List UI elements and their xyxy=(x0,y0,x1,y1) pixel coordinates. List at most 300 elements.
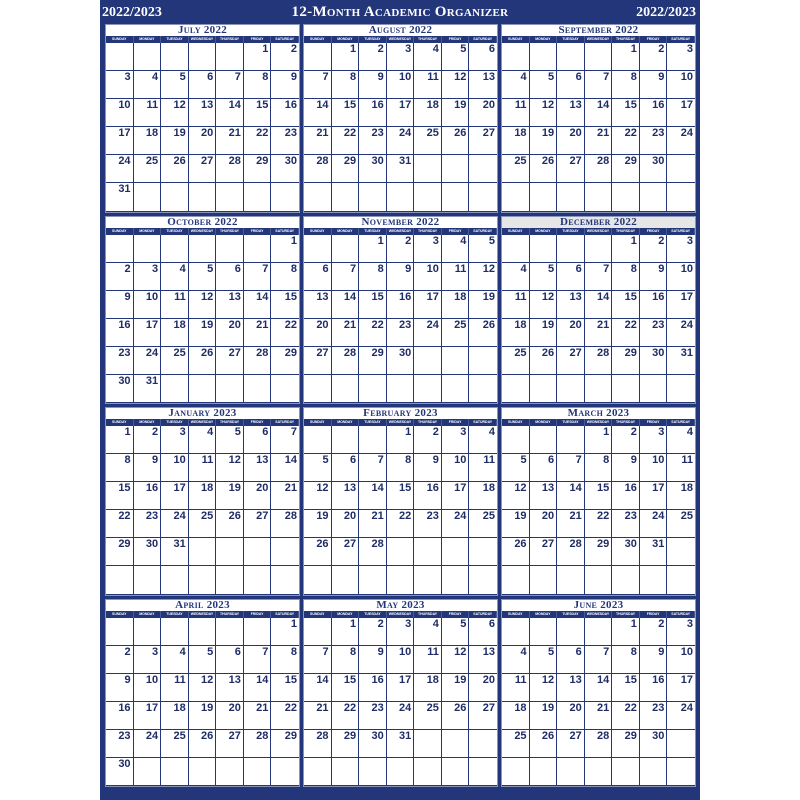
day-cell xyxy=(585,730,613,758)
day-number: 12 xyxy=(173,99,186,112)
day-cell xyxy=(469,235,497,263)
day-number: 29 xyxy=(624,729,637,742)
day-cell xyxy=(359,127,387,155)
day-number: 9 xyxy=(124,290,131,303)
empty-cell xyxy=(502,758,530,786)
day-cell xyxy=(106,99,134,127)
day-cell xyxy=(304,319,332,347)
day-cell xyxy=(359,235,387,263)
day-number: 6 xyxy=(488,617,495,630)
day-number: 17 xyxy=(399,99,412,112)
day-cell xyxy=(161,674,189,702)
day-cell xyxy=(271,510,299,538)
day-cell xyxy=(134,454,162,482)
day-number: 25 xyxy=(514,729,527,742)
day-number: 17 xyxy=(145,318,159,331)
day-cell xyxy=(469,482,497,510)
day-cell xyxy=(612,646,640,674)
weekday-label: WEDNESDAY xyxy=(387,419,415,426)
weekday-label: FRIDAY xyxy=(640,611,668,618)
day-cell xyxy=(161,291,189,319)
weekday-label: TUESDAY xyxy=(359,36,387,43)
day-number: 20 xyxy=(482,99,495,112)
empty-cell xyxy=(530,566,558,594)
day-number: 7 xyxy=(575,454,582,467)
weekday-label: SUNDAY xyxy=(304,419,332,426)
day-number: 29 xyxy=(371,346,384,359)
weekday-label: WEDNESDAY xyxy=(387,228,415,235)
day-cell xyxy=(161,538,189,566)
empty-cell xyxy=(271,375,299,403)
weekday-label: THURSDAY xyxy=(414,419,442,426)
day-number: 8 xyxy=(290,645,297,658)
day-number: 8 xyxy=(377,262,384,275)
day-number: 26 xyxy=(454,127,467,140)
day-cell xyxy=(332,674,360,702)
day-number: 15 xyxy=(343,99,357,112)
day-number: 6 xyxy=(548,454,555,467)
day-number: 5 xyxy=(520,454,527,467)
day-cell xyxy=(106,538,134,566)
day-cell xyxy=(244,43,272,71)
day-cell xyxy=(530,263,558,291)
day-cell xyxy=(189,319,217,347)
day-cell xyxy=(469,702,497,730)
day-number: 4 xyxy=(432,617,439,630)
day-number: 9 xyxy=(377,71,384,84)
day-cell xyxy=(530,71,558,99)
weekday-label: TUESDAY xyxy=(359,419,387,426)
weekday-label: SUNDAY xyxy=(106,611,134,618)
weekday-label: TUESDAY xyxy=(161,36,189,43)
day-number: 26 xyxy=(173,155,186,168)
day-cell xyxy=(304,454,332,482)
empty-cell xyxy=(359,566,387,594)
empty-cell xyxy=(414,183,442,211)
day-number: 30 xyxy=(371,155,384,168)
day-number: 10 xyxy=(399,71,412,84)
day-cell xyxy=(612,71,640,99)
day-cell xyxy=(469,454,497,482)
day-number: 3 xyxy=(432,234,439,247)
day-cell xyxy=(502,99,530,127)
day-number: 24 xyxy=(399,127,412,140)
day-number: 3 xyxy=(124,71,131,84)
day-number: 13 xyxy=(569,290,582,303)
month-title: April 2023 xyxy=(175,598,230,611)
day-cell xyxy=(387,263,415,291)
day-cell xyxy=(469,263,497,291)
empty-cell xyxy=(216,758,244,786)
weekday-label: THURSDAY xyxy=(612,228,640,235)
day-number: 28 xyxy=(256,346,269,359)
day-cell xyxy=(387,646,415,674)
day-cell xyxy=(189,646,217,674)
empty-cell xyxy=(244,538,272,566)
day-number: 1 xyxy=(350,617,357,630)
day-number: 30 xyxy=(371,729,384,742)
day-cell xyxy=(667,99,695,127)
day-number: 16 xyxy=(118,318,131,331)
day-cell xyxy=(640,235,668,263)
day-number: 25 xyxy=(173,346,186,359)
day-cell xyxy=(244,702,272,730)
empty-cell xyxy=(585,566,613,594)
weekday-label: TUESDAY xyxy=(161,228,189,235)
empty-cell xyxy=(667,538,695,566)
empty-cell xyxy=(244,375,272,403)
day-number: 27 xyxy=(569,729,582,742)
day-number: 17 xyxy=(680,99,693,112)
empty-cell xyxy=(612,375,640,403)
weekday-header-row xyxy=(502,419,695,426)
day-number: 25 xyxy=(482,510,495,523)
day-cell xyxy=(359,618,387,646)
days-grid xyxy=(502,426,695,595)
day-cell xyxy=(216,127,244,155)
weekday-label: SUNDAY xyxy=(502,419,530,426)
empty-cell xyxy=(189,566,217,594)
day-cell xyxy=(332,730,360,758)
weekday-label: SUNDAY xyxy=(304,611,332,618)
day-number: 24 xyxy=(173,510,186,523)
day-number: 9 xyxy=(405,262,412,275)
day-number: 23 xyxy=(145,510,159,523)
empty-cell xyxy=(667,566,695,594)
day-number: 14 xyxy=(316,673,329,686)
day-cell xyxy=(502,730,530,758)
empty-cell xyxy=(667,183,695,211)
empty-cell xyxy=(414,758,442,786)
day-number: 19 xyxy=(228,482,241,495)
day-number: 23 xyxy=(118,729,131,742)
day-number: 1 xyxy=(405,426,412,438)
day-number: 13 xyxy=(228,673,241,686)
day-number: 8 xyxy=(290,262,297,275)
empty-cell xyxy=(502,183,530,211)
day-cell xyxy=(189,99,217,127)
day-cell xyxy=(332,646,360,674)
day-number: 6 xyxy=(488,43,495,55)
weekday-label: SATURDAY xyxy=(667,611,695,618)
day-number: 19 xyxy=(482,290,495,303)
day-number: 12 xyxy=(541,290,555,303)
day-cell xyxy=(414,702,442,730)
day-cell xyxy=(332,99,360,127)
day-cell xyxy=(640,291,668,319)
day-number: 17 xyxy=(399,673,412,686)
day-cell xyxy=(612,510,640,538)
weekday-label: MONDAY xyxy=(332,611,360,618)
day-cell xyxy=(667,43,695,71)
day-number: 18 xyxy=(514,318,527,331)
day-cell xyxy=(469,127,497,155)
day-cell xyxy=(134,646,162,674)
day-number: 1 xyxy=(290,617,297,630)
day-number: 23 xyxy=(371,701,384,714)
day-number: 30 xyxy=(652,729,665,742)
day-cell xyxy=(667,291,695,319)
day-cell xyxy=(271,646,299,674)
day-number: 3 xyxy=(152,645,159,658)
day-number: 2 xyxy=(290,43,297,55)
day-cell xyxy=(640,538,668,566)
day-cell xyxy=(216,454,244,482)
day-number: 24 xyxy=(145,729,159,742)
day-cell xyxy=(134,538,162,566)
day-number: 4 xyxy=(520,645,527,658)
day-number: 13 xyxy=(201,99,214,112)
day-cell xyxy=(585,319,613,347)
day-number: 22 xyxy=(284,318,297,331)
day-cell xyxy=(612,43,640,71)
day-cell xyxy=(442,674,470,702)
day-number: 5 xyxy=(234,426,241,438)
day-cell xyxy=(244,127,272,155)
empty-cell xyxy=(332,235,360,263)
day-number: 2 xyxy=(405,234,412,247)
empty-cell xyxy=(585,618,613,646)
day-number: 10 xyxy=(426,262,439,275)
weekday-label: SUNDAY xyxy=(106,36,134,43)
day-number: 13 xyxy=(256,454,269,467)
day-number: 28 xyxy=(371,538,384,551)
empty-cell xyxy=(216,183,244,211)
day-cell xyxy=(304,510,332,538)
day-number: 13 xyxy=(316,290,329,303)
weekday-label: THURSDAY xyxy=(216,36,244,43)
weekday-label: TUESDAY xyxy=(161,419,189,426)
day-cell xyxy=(359,319,387,347)
day-cell xyxy=(387,71,415,99)
day-number: 7 xyxy=(262,262,269,275)
day-number: 26 xyxy=(514,538,527,551)
empty-cell xyxy=(557,758,585,786)
weekday-label: TUESDAY xyxy=(359,611,387,618)
empty-cell xyxy=(134,235,162,263)
weekday-label: FRIDAY xyxy=(244,228,272,235)
day-cell xyxy=(585,291,613,319)
empty-cell xyxy=(442,347,470,375)
day-cell xyxy=(530,347,558,375)
empty-cell xyxy=(502,566,530,594)
day-number: 5 xyxy=(548,645,555,658)
day-number: 31 xyxy=(118,183,131,196)
day-number: 27 xyxy=(256,510,269,523)
day-number: 27 xyxy=(228,729,241,742)
weekday-label: THURSDAY xyxy=(612,419,640,426)
day-cell xyxy=(502,263,530,291)
day-number: 28 xyxy=(597,346,610,359)
day-cell xyxy=(585,127,613,155)
weekday-label: TUESDAY xyxy=(161,611,189,618)
day-cell xyxy=(106,482,134,510)
day-number: 11 xyxy=(483,454,495,467)
day-number: 4 xyxy=(488,426,495,438)
day-cell xyxy=(612,618,640,646)
day-number: 23 xyxy=(624,510,637,523)
day-cell xyxy=(216,646,244,674)
day-cell xyxy=(332,454,360,482)
day-cell xyxy=(502,538,530,566)
day-number: 31 xyxy=(145,374,159,387)
day-cell xyxy=(585,155,613,183)
day-number: 25 xyxy=(426,701,439,714)
weekday-label: FRIDAY xyxy=(244,419,272,426)
day-number: 9 xyxy=(290,71,297,84)
empty-cell xyxy=(469,155,497,183)
day-number: 16 xyxy=(652,673,665,686)
day-number: 26 xyxy=(201,729,214,742)
weekday-label: TUESDAY xyxy=(557,611,585,618)
empty-cell xyxy=(585,758,613,786)
day-cell xyxy=(530,319,558,347)
day-cell xyxy=(387,235,415,263)
day-number: 2 xyxy=(152,426,159,438)
day-cell xyxy=(667,71,695,99)
weekday-header-row xyxy=(304,611,497,618)
day-cell xyxy=(469,291,497,319)
day-cell xyxy=(304,127,332,155)
day-number: 6 xyxy=(234,262,241,275)
day-cell xyxy=(557,510,585,538)
day-number: 29 xyxy=(597,538,610,551)
empty-cell xyxy=(530,375,558,403)
month-block xyxy=(105,216,300,405)
weekday-label: FRIDAY xyxy=(244,36,272,43)
empty-cell xyxy=(585,43,613,71)
day-cell xyxy=(442,702,470,730)
day-cell xyxy=(271,319,299,347)
day-number: 15 xyxy=(624,99,637,112)
weekday-label: TUESDAY xyxy=(557,36,585,43)
day-number: 30 xyxy=(145,538,159,551)
day-number: 15 xyxy=(624,290,637,303)
day-number: 2 xyxy=(630,426,637,438)
day-number: 11 xyxy=(174,290,186,303)
day-cell xyxy=(442,454,470,482)
day-cell xyxy=(271,235,299,263)
day-cell xyxy=(134,155,162,183)
day-cell xyxy=(161,510,189,538)
day-number: 15 xyxy=(256,99,269,112)
empty-cell xyxy=(161,183,189,211)
day-number: 17 xyxy=(680,290,693,303)
day-cell xyxy=(244,646,272,674)
day-number: 11 xyxy=(201,454,214,467)
day-number: 15 xyxy=(399,482,412,495)
empty-cell xyxy=(161,566,189,594)
day-cell xyxy=(304,482,332,510)
day-cell xyxy=(332,127,360,155)
day-number: 18 xyxy=(680,482,693,495)
empty-cell xyxy=(244,758,272,786)
weekday-label: THURSDAY xyxy=(216,228,244,235)
day-number: 2 xyxy=(658,43,665,55)
empty-cell xyxy=(189,43,217,71)
day-number: 7 xyxy=(234,71,241,84)
day-number: 20 xyxy=(343,510,357,523)
day-number: 29 xyxy=(343,729,357,742)
day-cell xyxy=(442,482,470,510)
day-cell xyxy=(667,426,695,454)
day-number: 31 xyxy=(680,346,693,359)
empty-cell xyxy=(332,566,360,594)
empty-cell xyxy=(667,155,695,183)
day-cell xyxy=(304,646,332,674)
day-cell xyxy=(667,263,695,291)
day-cell xyxy=(189,263,217,291)
day-number: 1 xyxy=(350,43,357,55)
day-number: 19 xyxy=(514,510,527,523)
day-number: 15 xyxy=(371,290,384,303)
day-number: 3 xyxy=(686,617,693,630)
day-cell xyxy=(244,291,272,319)
day-cell xyxy=(640,510,668,538)
day-number: 4 xyxy=(460,234,467,247)
day-cell xyxy=(134,263,162,291)
empty-cell xyxy=(134,758,162,786)
day-number: 29 xyxy=(284,729,297,742)
day-cell xyxy=(189,510,217,538)
day-cell xyxy=(189,426,217,454)
empty-cell xyxy=(359,426,387,454)
day-number: 14 xyxy=(569,482,582,495)
day-number: 9 xyxy=(630,454,637,467)
day-cell xyxy=(189,71,217,99)
days-grid xyxy=(304,43,497,212)
day-cell xyxy=(585,99,613,127)
day-number: 7 xyxy=(603,262,610,275)
day-number: 10 xyxy=(454,454,467,467)
month-title: February 2023 xyxy=(363,407,438,419)
day-number: 3 xyxy=(658,426,665,438)
day-number: 4 xyxy=(152,71,159,84)
day-cell xyxy=(557,454,585,482)
day-number: 20 xyxy=(569,701,582,714)
day-cell xyxy=(442,426,470,454)
day-cell xyxy=(469,674,497,702)
day-number: 5 xyxy=(460,43,467,55)
day-number: 11 xyxy=(454,262,467,275)
weekday-label: THURSDAY xyxy=(414,36,442,43)
day-cell xyxy=(271,730,299,758)
day-number: 10 xyxy=(680,645,693,658)
day-number: 12 xyxy=(541,673,555,686)
day-cell xyxy=(640,319,668,347)
weekday-label: FRIDAY xyxy=(640,36,668,43)
weekday-label: FRIDAY xyxy=(640,419,668,426)
day-cell xyxy=(640,674,668,702)
day-number: 4 xyxy=(179,262,186,275)
weekday-label: THURSDAY xyxy=(216,611,244,618)
day-number: 29 xyxy=(624,155,637,168)
day-number: 26 xyxy=(541,729,555,742)
day-number: 22 xyxy=(624,127,637,140)
days-grid xyxy=(502,235,695,404)
weekday-label: FRIDAY xyxy=(442,611,470,618)
month-block xyxy=(303,24,498,213)
day-cell xyxy=(585,426,613,454)
day-number: 19 xyxy=(201,701,214,714)
day-number: 29 xyxy=(284,346,297,359)
day-number: 22 xyxy=(399,510,412,523)
weekday-label: FRIDAY xyxy=(244,611,272,618)
day-cell xyxy=(530,702,558,730)
day-number: 6 xyxy=(234,645,241,658)
day-number: 11 xyxy=(146,99,159,112)
day-cell xyxy=(161,319,189,347)
